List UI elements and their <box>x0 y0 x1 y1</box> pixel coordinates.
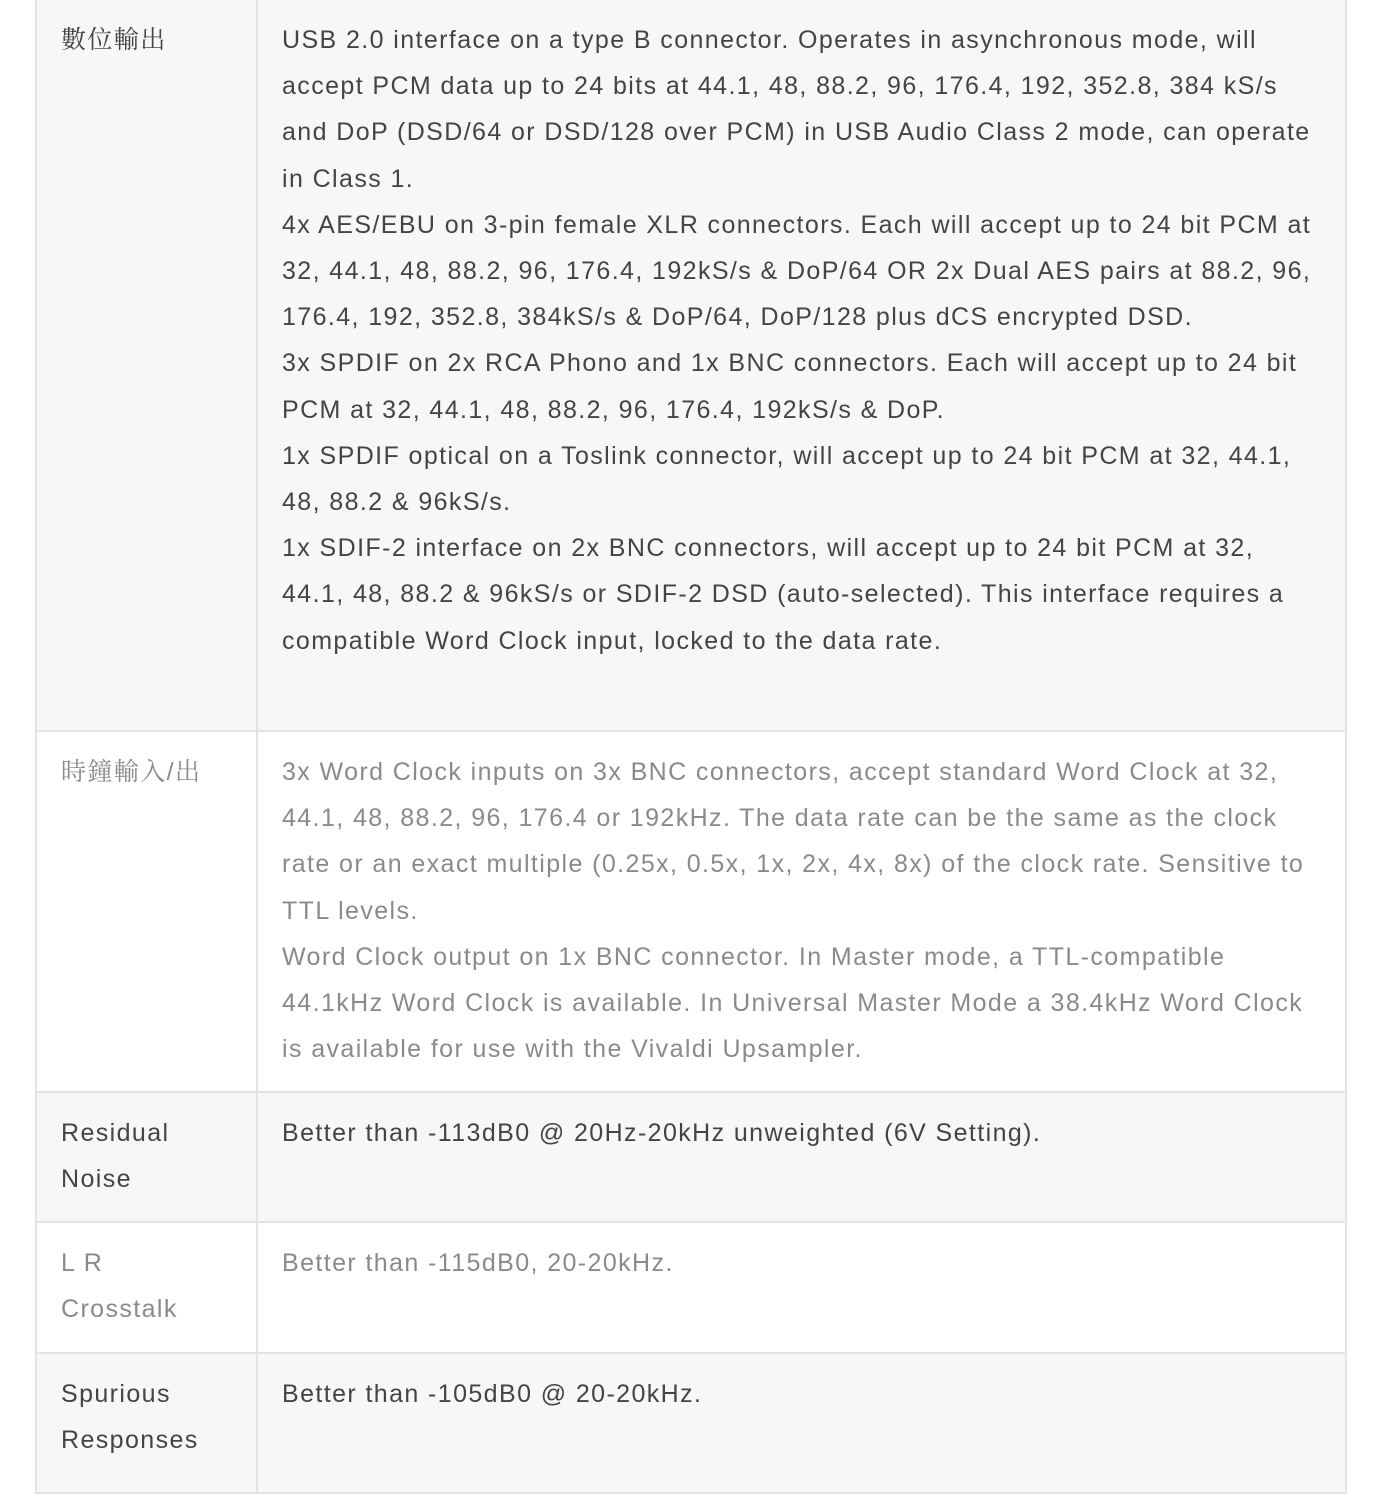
spec-paragraph: 1x SPDIF optical on a Toslink connector, will accept up to 24 bit PCM at 32, 44.1, 48, 88.2 & 96kS/s. <box>282 441 1292 517</box>
spec-paragraph: Better than -105dB0 @ 20-20kHz. <box>282 1380 703 1408</box>
spec-paragraph: 3x SPDIF on 2x RCA Phono and 1x BNC connectors. Each will accept up to 24 bit PCM at 32, 44.1, 48, 88.2, 96, 176.4, 192kS/s & DoP. <box>282 349 1298 424</box>
spec-row-clock-io <box>36 731 1346 1092</box>
spec-label-line: Crosstalk <box>61 1295 178 1324</box>
spec-row-residual-noise <box>36 1092 1346 1222</box>
spec-label-cell <box>36 731 257 1092</box>
spec-row-digital-input <box>36 0 1346 731</box>
spec-label-line: L R <box>61 1249 104 1277</box>
spec-row-spurious-responses <box>36 1353 1346 1493</box>
spec-value-cell <box>257 731 1346 1092</box>
spec-label-line: Noise <box>61 1165 132 1194</box>
spec-label-line: Spurious <box>61 1380 171 1408</box>
spec-table <box>35 0 1347 1494</box>
spec-paragraph: USB 2.0 interface on a type B connector. Operates in asynchronous mode, will accept PCM data up to 24 bits at 44.1, 48, 88.2, 96, 176.4, 192, 352.8, 384 kS/s and DoP (DSD/64 or DSD/128 over PCM) in USB Audio Class 2 mode, can operate in Class 1. <box>282 26 1311 193</box>
spec-label-line: Residual <box>61 1119 170 1147</box>
spec-label-cell <box>36 1353 257 1493</box>
spec-label: 數位輸出 <box>61 26 167 54</box>
spec-label-cell <box>36 0 257 731</box>
spec-paragraph: Better than -113dB0 @ 20Hz-20kHz unweighted (6V Setting). <box>282 1119 1042 1147</box>
spec-value-cell <box>257 1222 1346 1353</box>
spec-paragraph: Better than -115dB0, 20-20kHz. <box>282 1249 674 1277</box>
spec-paragraph: 3x Word Clock inputs on 3x BNC connectors, accept standard Word Clock at 32, 44.1, 48, 88.2, 96, 176.4 or 192kHz. The data rate can be the same as the clock rate or an exact multiple (0.25x, 0.5x, 1x, 2x, 4x, 8x) of the clock rate. Sensitive to TTL levels. <box>282 758 1305 925</box>
spec-label-cell <box>36 1222 257 1353</box>
spec-label-cell <box>36 1092 257 1222</box>
spec-value-cell <box>257 1092 1346 1222</box>
spec-value-cell <box>257 0 1346 731</box>
spec-label-line: Responses <box>61 1426 199 1455</box>
spec-paragraph: 1x SDIF-2 interface on 2x BNC connectors, will accept up to 24 bit PCM at 32, 44.1, 48, 88.2 & 96kS/s or SDIF-2 DSD (auto-selected). This interface requires a compatible Word Clock input, locked to the data rate. <box>282 534 1285 655</box>
spec-row-crosstalk <box>36 1222 1346 1353</box>
spec-label: 時鐘輸入/出 <box>61 758 202 786</box>
spec-value-cell <box>257 1353 1346 1493</box>
spec-paragraph: 4x AES/EBU on 3-pin female XLR connectors. Each will accept up to 24 bit PCM at 32, 44.1, 48, 88.2, 96, 176.4, 192kS/s & DoP/64 OR 2x Dual AES pairs at 88.2, 96, 176.4, 192, 352.8, 384kS/s & DoP/64, DoP/128 plus dCS encrypted DSD. <box>282 210 1312 332</box>
spec-paragraph: Word Clock output on 1x BNC connector. In Master mode, a TTL-compatible 44.1kHz Word Clock is available. In Universal Master Mode a 38.4kHz Word Clock is available for use with the Vivaldi Upsampler. <box>282 942 1304 1064</box>
